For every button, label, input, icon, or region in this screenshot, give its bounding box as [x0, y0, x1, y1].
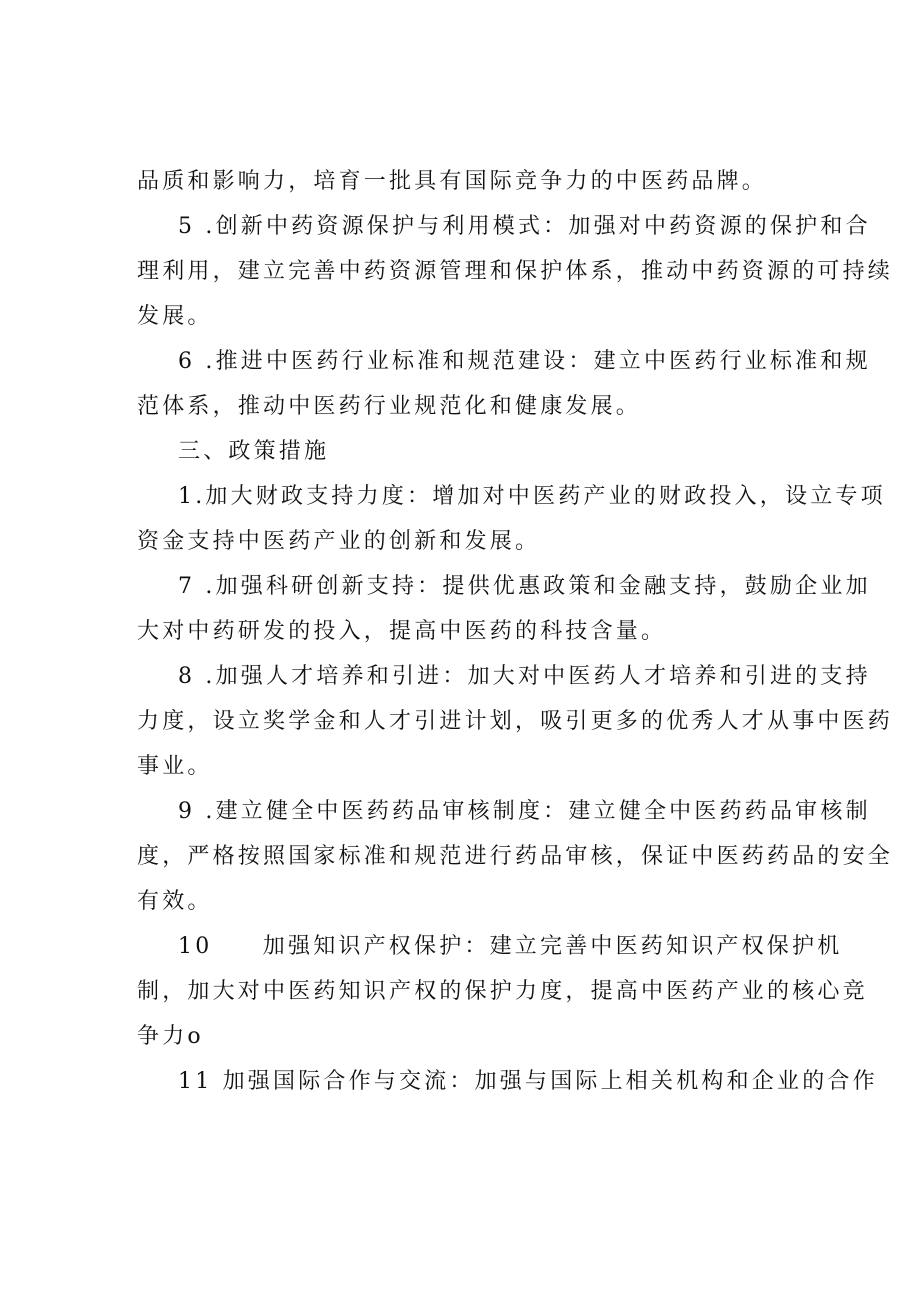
text-line: 有效。 [137, 889, 213, 914]
text-line: 1.加大财政支持力度：增加对中医药产业的财政投入，设立专项 [178, 484, 886, 509]
text-line: 度，严格按照国家标准和规范进行药品审核，保证中医药药品的安全 [137, 844, 894, 869]
text-line: 7 .加强科研创新支持：提供优惠政策和金融支持，鼓励企业加 [178, 574, 871, 599]
text-line: 11 加强国际合作与交流：加强与国际上相关机构和企业的合作 [178, 1069, 878, 1094]
text-line: 制，加大对中医药知识产权的保护力度，提高中医药产业的核心竞 [137, 979, 868, 1004]
text-line: 6 .推进中医药行业标准和规范建设：建立中医药行业标准和规 [178, 349, 871, 374]
text-line: 争力o [137, 1024, 204, 1049]
text-line: 资金支持中医药产业的创新和发展。 [137, 529, 541, 554]
text-line: 8 .加强人才培养和引进：加大对中医药人才培养和引进的支持 [178, 664, 871, 689]
text-line: 品质和影响力，培育一批具有国际竞争力的中医药品牌。 [137, 169, 768, 194]
text-line: 5 .创新中药资源保护与利用模式：加强对中药资源的保护和合 [178, 214, 871, 239]
text-line: 范体系，推动中医药行业规范化和健康发展。 [137, 394, 642, 419]
text-line: 10 加强知识产权保护：建立完善中医药知识产权保护机 [178, 934, 843, 959]
section-title: 三、政策措施 [178, 439, 330, 464]
text-line: 事业。 [137, 754, 213, 779]
text-line: 力度，设立奖学金和人才引进计划，吸引更多的优秀人才从事中医药 [137, 709, 894, 734]
text-line: 9 .建立健全中医药药品审核制度：建立健全中医药药品审核制 [178, 799, 871, 824]
text-line: 理利用，建立完善中药资源管理和保护体系，推动中药资源的可持续 [137, 259, 894, 284]
text-line: 大对中药研发的投入，提高中医药的科技含量。 [137, 619, 667, 644]
text-line: 发展。 [137, 304, 213, 329]
